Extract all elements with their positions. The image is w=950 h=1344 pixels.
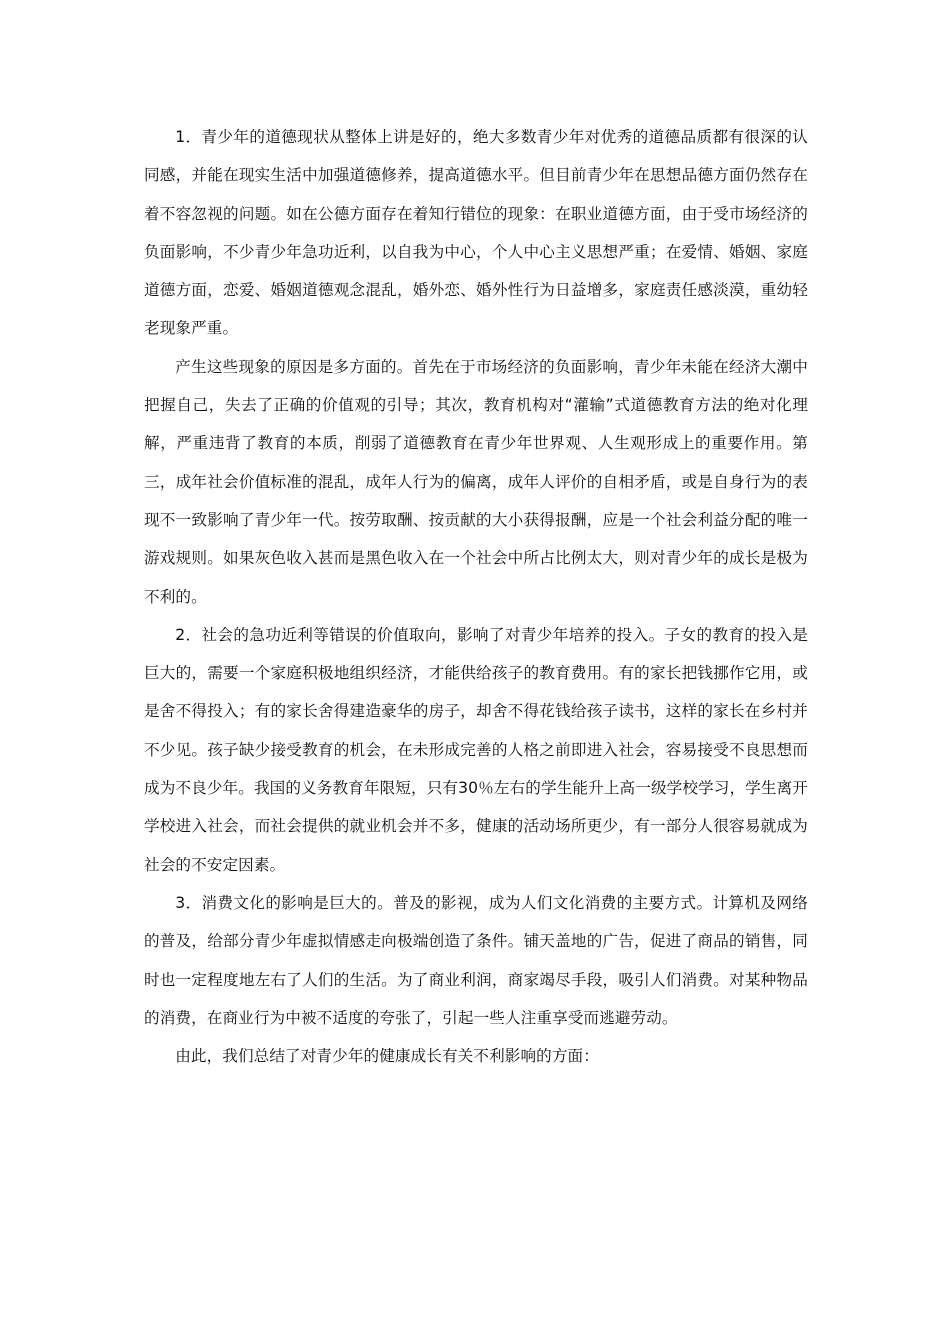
paragraph-value-orientation: 2．社会的急功近利等错误的价值取向，影响了对青少年培养的投入。子女的教育的投入是巨大的，需要一个家庭积极地组织经济，才能供给孩子的教育费用。有的家长把钱挪作它用，或是舍不得投入；有的家长舍得建造豪华的房子，却舍不得花钱给孩子读书，这样的家长在乡村并不少见。孩子缺少接受教育的机会，在未形成完善的人格之前即进入社会，容易接受不良思想而成为不良少年。我国的义务教育年限短，只有30％左右的学生能升上高一级学校学习，学生离开学校进入社会，而社会提供的就业机会并不多，健康的活动场所更少，有一部分人很容易就成为社会的不安定因素。 <box>144 625 808 874</box>
document-body <box>144 118 808 1075</box>
paragraph-causes: 产生这些现象的原因是多方面的。首先在于市场经济的负面影响，青少年未能在经济大潮中把握自己，失去了正确的价值观的引导；其次，教育机构对“灌输”式道德教育方法的绝对化理解，严重违背了教育的本质，削弱了道德教育在青少年世界观、人生观形成上的重要作用。第三，成年社会价值标准的混乱，成年人行为的偏离，成年人评价的自相矛盾，或是自身行为的表现不一致影响了青少年一代。按劳取酬、按贡献的大小获得报酬，应是一个社会利益分配的唯一游戏规则。如果灰色收入甚而是黑色收入在一个社会中所占比例太大，则对青少年的成长是极为不利的。 <box>144 357 808 606</box>
paragraph-summary: 由此，我们总结了对青少年的健康成长有关不利影响的方面： <box>175 1047 599 1066</box>
paragraph-consumer-culture: 3．消费文化的影响是巨大的。普及的影视，成为人们文化消费的主要方式。计算机及网络的普及，给部分青少年虚拟情感走向极端创造了条件。铺天盖地的广告，促进了商品的销售，同时也一定程度地左右了人们的生活。为了商业利润，商家竭尽手段，吸引人们消费。对某种物品的消费，在商业行为中被不适度的夸张了，引起一些人注重享受而逃避劳动。 <box>144 893 808 1027</box>
paragraph-moral-status: 1．青少年的道德现状从整体上讲是好的，绝大多数青少年对优秀的道德品质都有很深的认同感，并能在现实生活中加强道德修养，提高道德水平。但目前青少年在思想品德方面仍然存在着不容忽视的问题。如在公德方面存在着知行错位的现象：在职业道德方面，由于受市场经济的负面影响，不少青少年急功近利，以自我为中心，个人中心主义思想严重；在爱情、婚姻、家庭道德方面，恋爱、婚姻道德观念混乱，婚外恋、婚外性行为日益增多，家庭责任感淡漠，重幼轻老现象严重。 <box>144 128 808 338</box>
